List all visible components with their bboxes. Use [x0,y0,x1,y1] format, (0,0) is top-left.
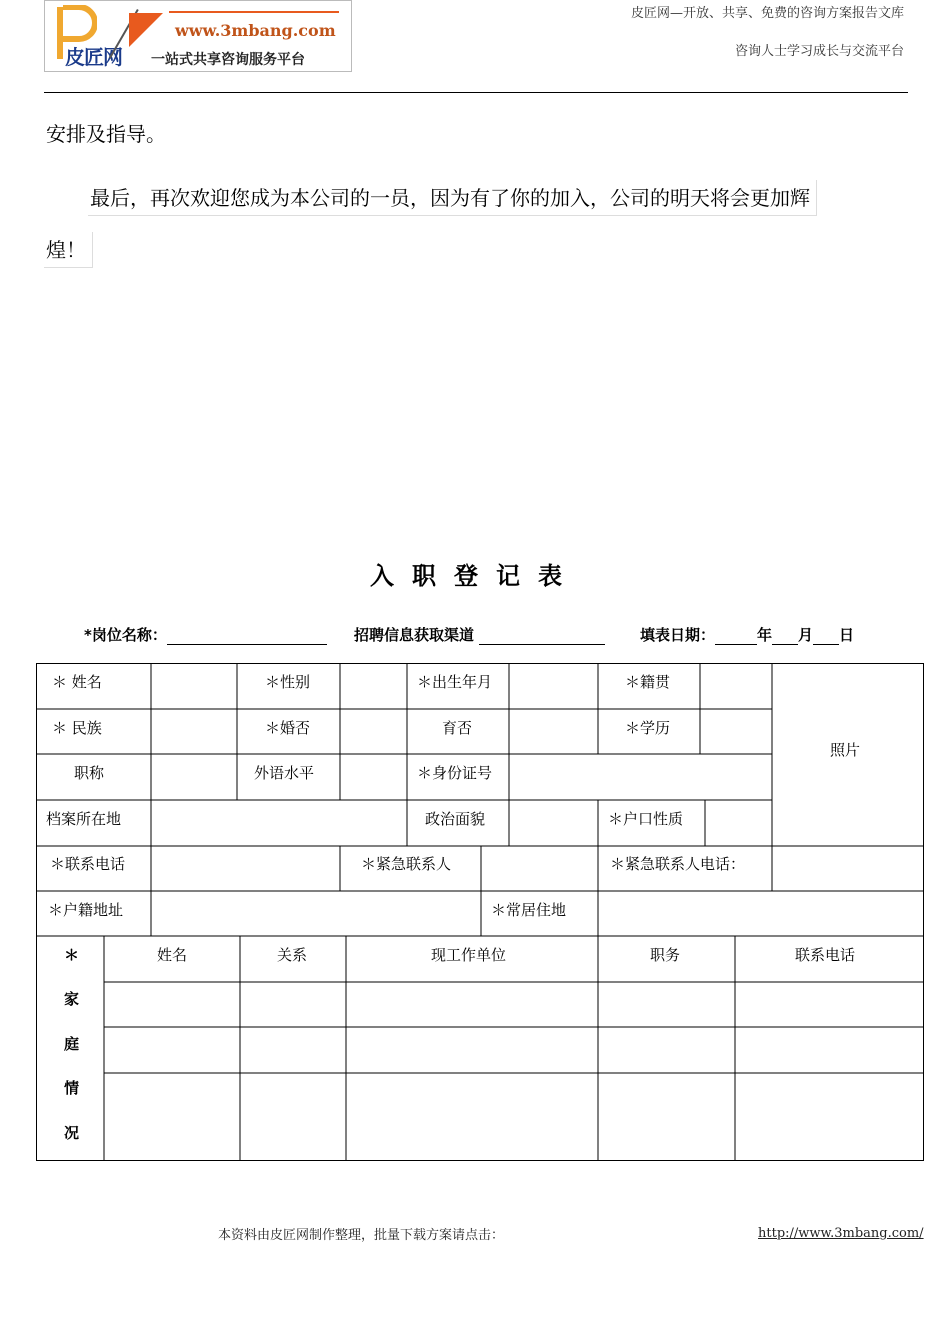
gender-label: ＊性别 [265,673,311,691]
date-field[interactable] [640,624,854,645]
table-grid-lines [36,663,924,1161]
channel-blank[interactable] [479,630,605,645]
language-label: 外语水平 [254,764,315,782]
logo-text: 皮匠网 [65,45,122,69]
logo-line [169,11,339,13]
position-field[interactable] [84,624,327,645]
family-char-2: 庭 [64,1035,80,1053]
header-subtagline: 咨询人士学习成长与交流平台 [734,44,904,59]
footer-link[interactable]: http://www.3mbang.com/ [758,1226,924,1241]
education-label: ＊学历 [625,719,671,737]
header-divider [44,92,908,93]
hukou-address-label: ＊户籍地址 [48,901,124,919]
logo-slogan: 一站式共享咨询服务平台 [151,52,305,68]
logo-url: www.3mbang.com [175,21,336,40]
registration-table [36,663,924,1161]
channel-label: 招聘信息获取渠道 [354,626,475,644]
site-logo[interactable] [44,0,352,72]
channel-field[interactable] [354,624,605,645]
ethnic-label: ＊ 民族 [52,719,102,737]
native-label: ＊籍贯 [625,673,671,691]
hukou-type-label: ＊户口性质 [608,810,684,828]
phone-label: ＊联系电话 [50,855,126,873]
emergency-contact-label: ＊紧急联系人 [361,855,452,873]
marital-label: ＊婚否 [265,719,311,737]
year-label: 年 [757,626,773,644]
header-tagline: 皮匠网—开放、共享、免费的咨询方案报告文库 [630,6,904,21]
family-asterisk: ＊ [64,946,80,964]
form-title: 入职登记表 [370,562,580,590]
date-label: 填表日期： [640,626,716,644]
id-number-label: ＊身份证号 [417,764,493,782]
family-char-4: 况 [64,1124,80,1142]
day-blank[interactable] [813,630,839,645]
photo-label: 照片 [830,741,861,759]
name-label: ＊ 姓名 [52,673,102,691]
month-blank[interactable] [772,630,798,645]
paragraph-2: 最后，再次欢迎您成为本公司的一员，因为有了你的加入，公司的明天将会更加辉 [88,180,817,216]
family-header-relation: 关系 [277,946,308,964]
family-header-phone: 联系电话 [795,946,856,964]
children-label: 育否 [442,719,473,737]
month-label: 月 [798,626,814,644]
position-label: *岗位名称： [84,626,167,644]
birth-label: ＊出生年月 [417,673,493,691]
archive-label: 档案所在地 [46,810,122,828]
family-header-name: 姓名 [157,946,188,964]
paragraph-3: 煌！ [44,232,93,268]
year-blank[interactable] [715,630,757,645]
emergency-phone-label: ＊紧急联系人电话： [610,855,746,873]
family-header-position: 职务 [650,946,681,964]
family-char-3: 情 [64,1079,80,1097]
paragraph-1: 安排及指导。 [46,122,166,146]
logo-flag-icon [129,13,163,47]
political-label: 政治面貌 [425,810,486,828]
footer-text: 本资料由皮匠网制作整理，批量下载方案请点击： [218,1228,505,1243]
position-blank[interactable] [167,630,327,645]
title-label: 职称 [74,764,105,782]
day-label: 日 [839,626,855,644]
residence-label: ＊常居住地 [491,901,567,919]
family-header-employer: 现工作单位 [431,946,507,964]
family-char-1: 家 [64,990,80,1008]
